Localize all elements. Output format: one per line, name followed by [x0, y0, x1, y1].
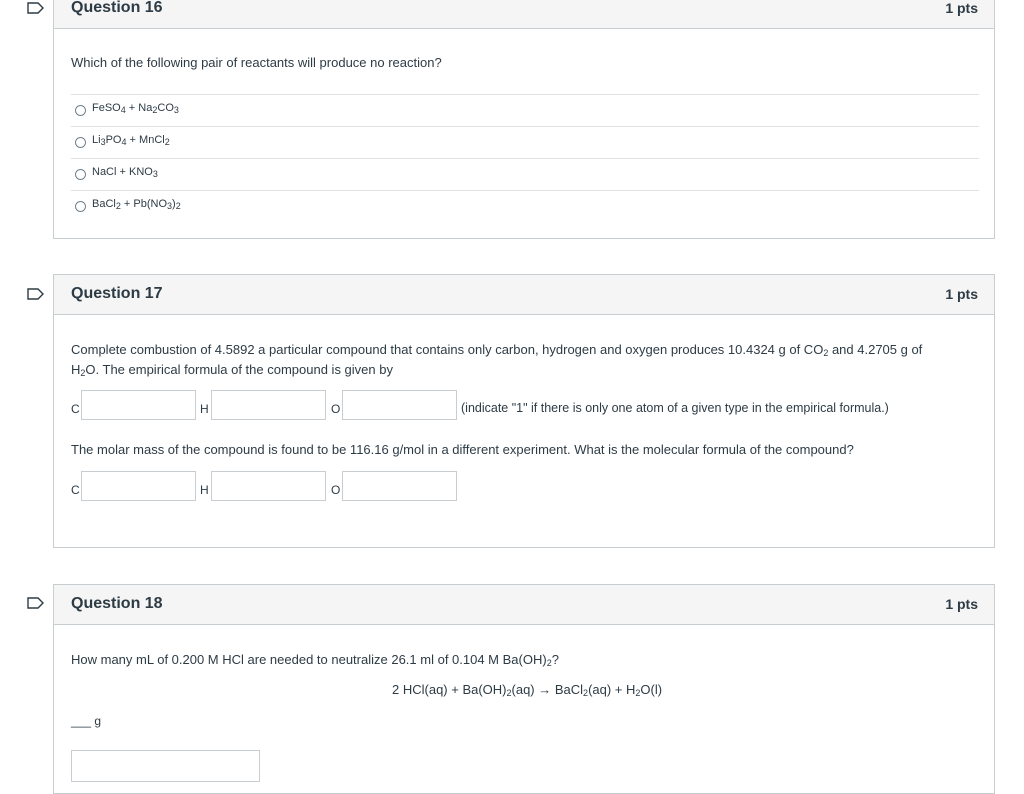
empirical-hint: (indicate "1" if there is only one atom of a given type in the empirical formula.) — [461, 401, 889, 415]
carbon-label: C — [71, 483, 80, 497]
question-header — [54, 585, 994, 625]
answer-label: BaCl$_2$ + $Pb(NO_3)_2$ — [92, 198, 181, 211]
question-prompt: Which of the following pair of reactants will produce no reaction? — [71, 55, 442, 70]
molar-mass-text: The molar mass of the compound is found to be 116.16 g/mol in a different experiment. What is the molecular formula of the compound? — [71, 442, 854, 457]
flag-question-icon[interactable] — [27, 597, 45, 609]
flag-question-icon[interactable] — [27, 2, 45, 14]
question-points: 1 pts — [945, 596, 978, 612]
question-header — [54, 0, 994, 29]
empirical-hydrogen-input[interactable] — [211, 390, 326, 420]
hydrogen-label: H — [200, 483, 209, 497]
question-18 — [53, 584, 995, 794]
question-points: 1 pts — [945, 286, 978, 302]
flag-question-icon[interactable] — [27, 288, 45, 300]
answer-option[interactable] — [71, 190, 979, 222]
question-title: Question 18 — [71, 595, 163, 612]
question-header — [54, 275, 994, 315]
question-16 — [53, 0, 995, 239]
unit-label: ___ g — [71, 714, 102, 728]
molecular-hydrogen-input[interactable] — [211, 471, 326, 501]
oxygen-label: O — [331, 483, 341, 497]
oxygen-label: O — [331, 402, 341, 416]
radio-button[interactable] — [75, 201, 86, 212]
question-points: 1 pts — [945, 0, 978, 16]
radio-button[interactable] — [75, 137, 86, 148]
empirical-oxygen-input[interactable] — [342, 390, 457, 420]
question-17 — [53, 274, 995, 548]
empirical-carbon-input[interactable] — [81, 390, 196, 420]
molecular-oxygen-input[interactable] — [342, 471, 457, 501]
molecular-carbon-input[interactable] — [81, 471, 196, 501]
answer-option[interactable] — [71, 158, 979, 190]
prompt-line: Complete combustion of 4.5892 a particular compound that contains only carbon, hydrogen and oxygen produces 10.4324 g of $CO_2$ and 4.2705 g of — [71, 342, 923, 358]
radio-button[interactable] — [75, 105, 86, 116]
answer-option[interactable] — [71, 126, 979, 158]
answer-input[interactable] — [71, 750, 260, 782]
hydrogen-label: H — [200, 402, 209, 416]
answer-option[interactable] — [71, 94, 979, 126]
answer-label: NaCl + $KNO_3$ — [92, 166, 158, 179]
reaction-equation: 2 $HCl(aq) + Ba(OH)_2(aq)$ → BaCl$_2$(aq) + $H_2O(l)$ — [392, 682, 663, 698]
answer-label: FeSO$_4$ + $Na_2CO_3$ — [92, 102, 179, 115]
answer-label: $Li_3PO_4$ + MnCl$_2$ — [92, 134, 170, 147]
question-prompt — [71, 340, 971, 380]
question-prompt: How many mL of 0.200 M HCl are needed to neutralize 26.1 ml of 0.104 M $Ba(OH)_2$? — [71, 652, 559, 668]
question-title: Question 16 — [71, 0, 163, 16]
radio-button[interactable] — [75, 169, 86, 180]
question-title: Question 17 — [71, 285, 163, 302]
carbon-label: C — [71, 402, 80, 416]
prompt-line: $H_2O$. The empirical formula of the compound is given by — [71, 362, 393, 378]
